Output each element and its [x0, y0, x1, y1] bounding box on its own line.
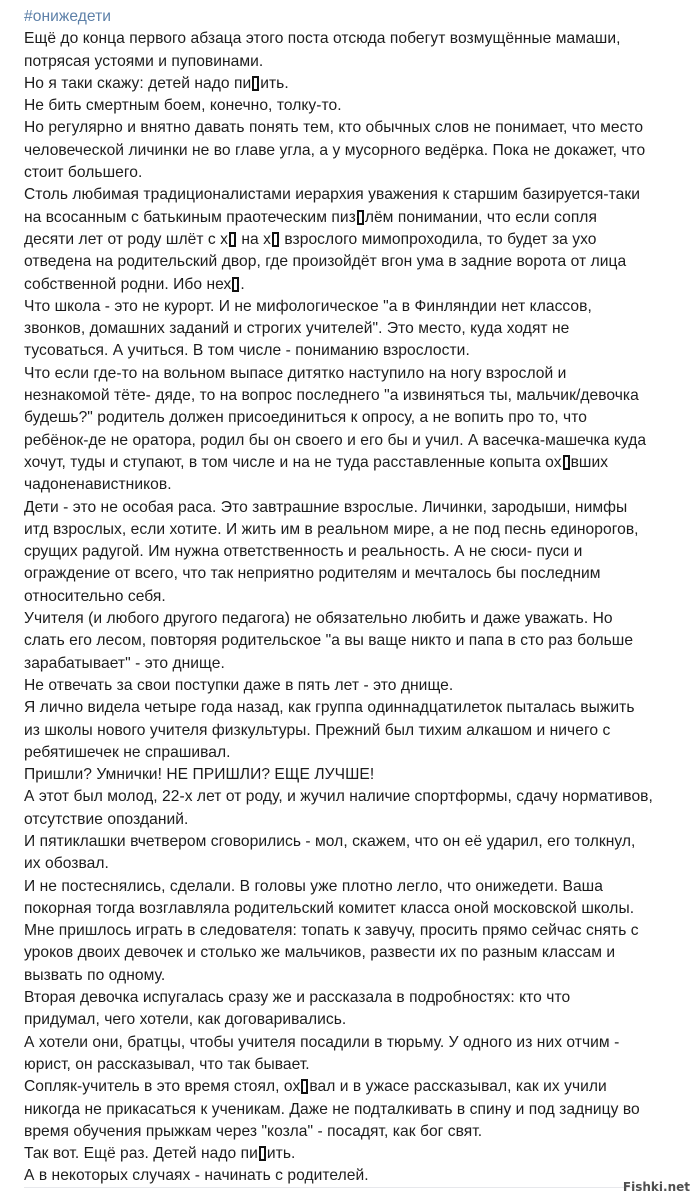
text-segment: собственной родни. Ибо нех — [24, 275, 232, 293]
text-segment: ребятишечек не спрашивал. — [24, 743, 231, 761]
text-line — [24, 942, 690, 964]
text-line — [24, 965, 690, 987]
censor-box-icon — [301, 1079, 308, 1094]
text-line — [24, 853, 690, 875]
text-line — [24, 742, 690, 764]
text-line — [24, 51, 690, 73]
text-line — [24, 296, 690, 318]
text-segment: Столь любимая традиционалистами иерархия уважения к старшим базируется-таки — [24, 186, 640, 204]
text-line — [24, 1121, 690, 1143]
text-line — [24, 140, 690, 162]
text-line — [24, 1009, 690, 1031]
text-line — [24, 1076, 690, 1098]
text-line — [24, 73, 690, 95]
text-segment: Вторая девочка испугалась сразу же и рассказала в подробностях: кто что — [24, 989, 571, 1007]
hashtag-link[interactable]: #онижедети — [24, 8, 112, 25]
text-line — [24, 1165, 690, 1187]
text-line — [24, 675, 690, 697]
text-segment: И не постеснялись, сделали. В головы уже плотно легло, что онижедети. Ваша — [24, 877, 603, 895]
text-segment: отсутствие опозданий. — [24, 810, 189, 828]
text-line — [24, 184, 690, 206]
text-line — [24, 28, 690, 50]
text-segment: И пятиклашки вчетвером сговорились - мол, скажем, что он её ударил, его толкнул, — [24, 832, 636, 850]
text-segment: никогда не прикасаться к ученикам. Даже не подталкивать в спину и под задницу во — [24, 1100, 640, 1118]
text-segment: итд взрослых, если хотите. И жить им в реальном мире, а не под песнь единорогов, — [24, 520, 639, 538]
text-segment: Что если где-то на вольном выпасе дитятко наступило на ногу взрослой и — [24, 364, 567, 382]
text-line — [24, 898, 690, 920]
text-line — [24, 1099, 690, 1121]
text-line — [24, 340, 690, 362]
text-segment: ребёнок-де не оратора, родил бы он своего и его бы и учил. А васечка-машечка куда — [24, 431, 647, 449]
text-segment: относительно себя. — [24, 587, 166, 605]
text-line — [24, 1032, 690, 1054]
text-line — [24, 720, 690, 742]
text-line — [24, 876, 690, 898]
text-line — [24, 497, 690, 519]
text-segment: Но я таки скажу: детей надо пи — [24, 74, 252, 92]
text-segment: Не бить смертным боем, конечно, толку-то. — [24, 97, 342, 115]
text-line — [24, 831, 690, 853]
text-line — [24, 274, 690, 296]
text-line — [24, 207, 690, 229]
text-segment: юрист, он рассказывал, что так бывает. — [24, 1055, 310, 1073]
text-segment: человеческой личинки не во главе угла, а у мусорного ведёрка. Пока не докажет, что — [24, 141, 646, 159]
text-segment: взрослого мимопроходила, то будет за ухо — [280, 230, 597, 248]
text-segment: . — [240, 275, 245, 293]
post-body — [24, 6, 690, 1188]
text-line — [24, 385, 690, 407]
text-line — [24, 987, 690, 1009]
text-segment: звонков, домашних заданий и строгих учителей". Это место, куда ходят не — [24, 320, 570, 338]
censor-box-icon — [357, 210, 364, 225]
text-segment: Что школа - это не курорт. И не мифологическое "а в Финляндии нет классов, — [24, 297, 592, 315]
text-segment: время обучения прыжкам через "козла" - посадят, как бог свят. — [24, 1122, 483, 1140]
text-segment: на всосанным с батькиным праотеческим пиз — [24, 208, 356, 226]
text-segment: стоит большего. — [24, 164, 143, 182]
text-line — [24, 630, 690, 652]
watermark-logo: Fishki.net — [622, 1180, 690, 1194]
text-segment: покорная тогда возглавляла родительский комитет класса оной московской школы. — [24, 899, 635, 917]
text-segment: ить. — [266, 1145, 296, 1163]
text-line — [24, 764, 690, 786]
text-segment: Ещё до конца первого абзаца этого поста отсюда побегут возмущённые мамаши, — [24, 30, 621, 48]
text-line — [24, 251, 690, 273]
censor-box-icon — [563, 455, 570, 470]
text-line — [24, 474, 690, 496]
text-segment: хочут, туды и ступают, в том числе и на не туда расставленные копыта ох — [24, 453, 562, 471]
text-segment: уроков двоих девочек и столько же мальчиков, развести их по разным классам и — [24, 944, 616, 962]
text-line — [24, 318, 690, 340]
text-segment: ить. — [260, 74, 289, 92]
text-line — [24, 162, 690, 184]
text-segment: незнакомой тёте- дяде, то на вопрос последнего "а извиняться ты, мальчик/девочка — [24, 387, 639, 405]
text-segment: Пришли? Умнички! НЕ ПРИШЛИ? ЕЩЕ ЛУЧШЕ! — [24, 766, 375, 784]
text-line — [24, 363, 690, 385]
text-line — [24, 430, 690, 452]
text-line — [24, 541, 690, 563]
text-line — [24, 697, 690, 719]
text-line — [24, 519, 690, 541]
text-segment: из школы нового учителя физкультуры. Прежний был тихим алкашом и ничего с — [24, 721, 611, 739]
divider — [24, 1187, 636, 1188]
text-segment: десяти лет от роду шлёт с х — [24, 230, 228, 248]
censor-box-icon — [252, 76, 259, 91]
text-line — [24, 563, 690, 585]
text-segment: Не отвечать за свои поступки даже в пять лет - это днище. — [24, 676, 454, 694]
text-segment: А в некоторых случаях - начинать с родителей. — [24, 1167, 369, 1185]
text-segment: Я лично видела четыре года назад, как группа одиннадцатилеток пыталась выжить — [24, 699, 635, 717]
text-segment: вал и в ужасе рассказывал, как их учили — [309, 1078, 607, 1096]
text-line — [24, 920, 690, 942]
text-line — [24, 653, 690, 675]
censor-box-icon — [272, 232, 279, 247]
text-segment: зарабатывает" - это днище. — [24, 654, 225, 672]
text-segment: А этот был молод, 22-х лет от роду, и жучил наличие спортформы, сдачу нормативов, — [24, 788, 653, 806]
text-line — [24, 786, 690, 808]
text-segment: Но регулярно и внятно давать понять тем, кто обычных слов не понимает, что место — [24, 119, 644, 137]
text-segment: потрясая устоями и пуповинами. — [24, 52, 264, 70]
text-segment: отведена на родительский двор, где произойдёт вгон ума в задние ворота от лица — [24, 253, 627, 271]
text-segment: А хотели они, братцы, чтобы учителя посадили в тюрьму. У одного из них отчим - — [24, 1033, 620, 1051]
text-segment: придумал, чего хотели, как договаривались. — [24, 1011, 347, 1029]
text-segment: вших — [570, 453, 609, 471]
text-segment: будешь?" родитель должен присоединиться к опросу, а не вопить про то, что — [24, 409, 587, 427]
text-segment: чадоненавистников. — [24, 476, 172, 494]
text-line — [24, 229, 690, 251]
censor-box-icon — [259, 1146, 266, 1161]
text-line — [24, 809, 690, 831]
text-segment: Учителя (и любого другого педагога) не обязательно любить и даже уважать. Но — [24, 610, 613, 628]
text-line — [24, 586, 690, 608]
text-segment: лём понимании, что если сопля — [364, 208, 597, 226]
text-line — [24, 1054, 690, 1076]
censor-box-icon — [232, 277, 239, 292]
text-segment: Сопляк-учитель в это время стоял, ох — [24, 1078, 301, 1096]
text-line — [24, 95, 690, 117]
text-segment: Мне пришлось играть в следователя: топать к завучу, просить прямо сейчас снять с — [24, 922, 639, 940]
text-line — [24, 452, 690, 474]
text-segment: Так вот. Ещё раз. Детей надо пи — [24, 1145, 258, 1163]
text-segment: Дети - это не особая раса. Это завтрашние взрослые. Личинки, зародыши, нимфы — [24, 498, 628, 516]
text-line — [24, 117, 690, 139]
text-segment: тусоваться. А учиться. В том числе - пониманию взрослости. — [24, 342, 470, 360]
post-text — [24, 28, 690, 1187]
text-line — [24, 407, 690, 429]
text-segment: ограждение от всего, что так неприятно родителям и мечталось бы последним — [24, 565, 601, 583]
text-segment: срущих радугой. Им нужна ответственность и реальность. А не сюси- пуси и — [24, 543, 583, 561]
text-segment: вызвать по одному. — [24, 966, 166, 984]
text-segment: слать его лесом, повторяя родительское "а вы ваще никто и папа в сто раз больше — [24, 632, 634, 650]
text-line — [24, 608, 690, 630]
text-segment: их обозвал. — [24, 855, 109, 873]
censor-box-icon — [229, 232, 236, 247]
text-segment: на х — [237, 230, 271, 248]
text-line — [24, 1143, 690, 1165]
